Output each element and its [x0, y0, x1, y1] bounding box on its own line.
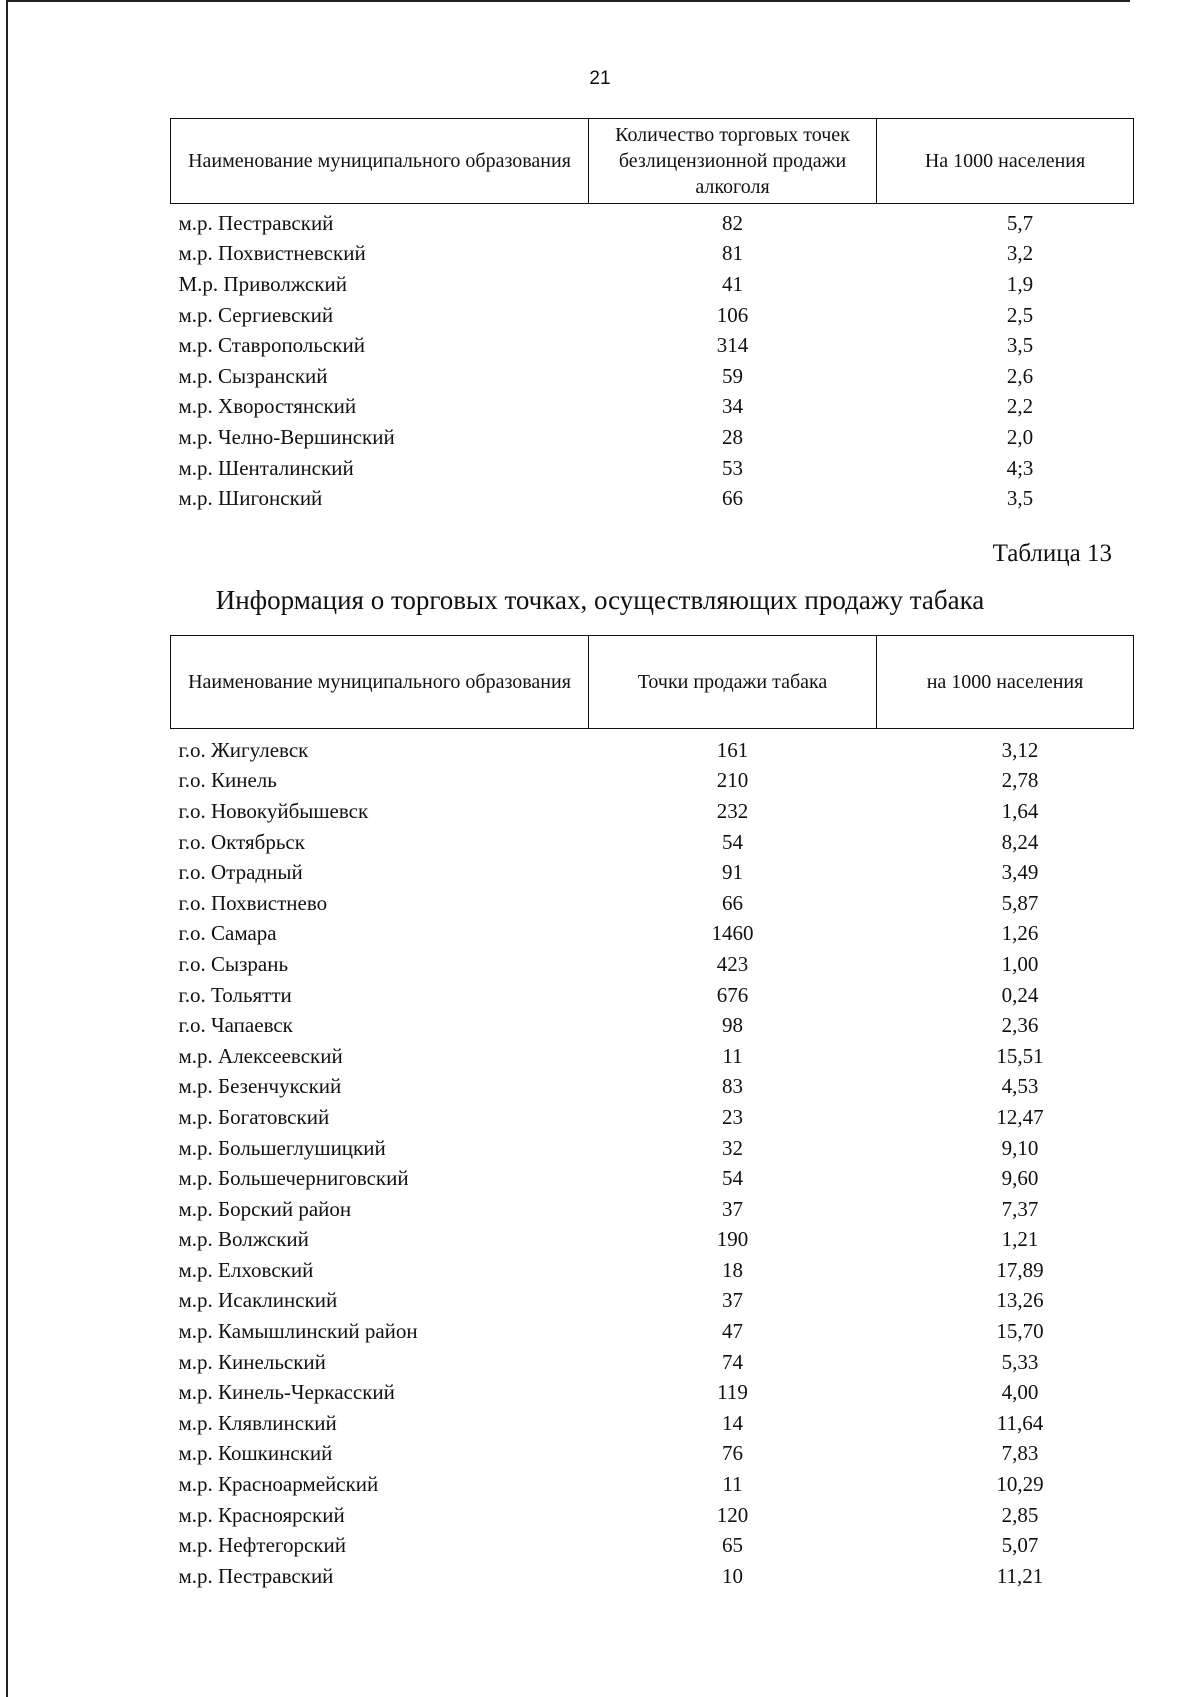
table-row — [171, 422, 1134, 453]
per-1000-cell: 0,24 — [1001, 982, 1039, 1007]
per-1000-cell: 8,24 — [1001, 829, 1039, 854]
table-row — [171, 1316, 1134, 1347]
alcohol-sales-table — [170, 118, 1134, 514]
per-1000-cell: 2,85 — [1001, 1502, 1039, 1527]
column-header-municipality: Наименование муниципального образования — [171, 119, 589, 204]
column-header-per-1000: на 1000 населения — [877, 636, 1134, 729]
table-row — [171, 269, 1134, 300]
table-title: Информация о торговых точках, осуществляющих продажу табака — [215, 585, 985, 615]
count-cell: 119 — [717, 1380, 748, 1405]
count-cell: 190 — [716, 1227, 749, 1252]
table-row — [171, 330, 1134, 361]
municipality-cell: м.р. Волжский — [178, 1227, 309, 1252]
count-cell: 11 — [722, 1472, 743, 1497]
count-cell: 676 — [716, 982, 749, 1007]
municipality-cell: м.р. Клявлинский — [178, 1410, 337, 1435]
table-row — [171, 1102, 1134, 1133]
per-1000-cell: 5,7 — [1006, 210, 1034, 235]
per-1000-cell: 1,64 — [1001, 798, 1039, 823]
municipality-cell: г.о. Жигулевск — [178, 737, 309, 762]
per-1000-cell: 4,00 — [1001, 1380, 1039, 1405]
tobacco-table-body — [171, 729, 1134, 1592]
municipality-cell: м.р. Красноармейский — [178, 1472, 379, 1497]
count-cell: 37 — [722, 1196, 743, 1221]
table-row — [171, 1041, 1134, 1072]
count-cell: 74 — [722, 1349, 743, 1374]
count-cell: 91 — [722, 860, 743, 885]
per-1000-cell: 3,49 — [1001, 860, 1039, 885]
tobacco-sales-table — [170, 635, 1134, 1592]
municipality-cell: м.р. Кинельский — [178, 1349, 326, 1374]
municipality-cell: м.р. Шигонский — [178, 486, 323, 511]
municipality-cell: г.о. Октябрьск — [178, 829, 305, 854]
count-cell: 210 — [716, 768, 749, 793]
municipality-cell: м.р. Большечерниговский — [178, 1166, 409, 1191]
column-header-tobacco-points: Точки продажи табака — [589, 636, 877, 729]
per-1000-cell: 4;3 — [1006, 455, 1034, 480]
per-1000-cell: 11,21 — [996, 1563, 1044, 1588]
per-1000-cell: 2,78 — [1001, 768, 1039, 793]
per-1000-cell: 7,83 — [1001, 1441, 1039, 1466]
per-1000-cell: 2,36 — [1001, 1013, 1039, 1038]
count-cell: 65 — [722, 1533, 743, 1558]
municipality-cell: м.р. Безенчукский — [178, 1074, 342, 1099]
table-row — [171, 1347, 1134, 1378]
page-edge-top — [6, 0, 1130, 2]
column-header-unlicensed-points: Количество торговых точек безлицензионной продажи алкоголя — [589, 119, 877, 204]
count-cell: 98 — [722, 1013, 743, 1038]
table-row — [171, 857, 1134, 888]
count-cell: 23 — [722, 1104, 743, 1129]
municipality-cell: м.р. Богатовский — [178, 1104, 330, 1129]
table-row — [171, 1133, 1134, 1164]
municipality-cell: м.р. Сергиевский — [178, 302, 334, 327]
count-cell: 32 — [722, 1135, 743, 1160]
municipality-cell: г.о. Чапаевск — [178, 1013, 293, 1038]
per-1000-cell: 12,47 — [996, 1104, 1044, 1129]
municipality-cell: м.р. Пестравский — [178, 1563, 334, 1588]
per-1000-cell: 3,5 — [1006, 486, 1034, 511]
table-header-row — [171, 119, 1134, 204]
per-1000-cell: 2,6 — [1006, 363, 1034, 388]
per-1000-cell: 1,21 — [1001, 1227, 1039, 1252]
municipality-cell: м.р. Пестравский — [178, 210, 334, 235]
table-row — [171, 1469, 1134, 1500]
municipality-cell: м.р. Хворостянский — [178, 394, 357, 419]
municipality-cell: М.р. Приволжский — [178, 271, 347, 296]
municipality-cell: г.о. Похвистнево — [178, 890, 328, 915]
municipality-cell: м.р. Большеглушицкий — [178, 1135, 386, 1160]
municipality-cell: м.р. Сызранский — [178, 363, 328, 388]
count-cell: 47 — [722, 1319, 743, 1344]
municipality-cell: м.р. Борский район — [178, 1196, 352, 1221]
table-row — [171, 919, 1134, 950]
per-1000-cell: 2,5 — [1006, 302, 1034, 327]
count-cell: 81 — [722, 241, 743, 266]
count-cell: 66 — [722, 486, 743, 511]
table-row — [171, 888, 1134, 919]
count-cell: 232 — [716, 798, 749, 823]
municipality-cell: м.р. Камышлинский район — [178, 1319, 418, 1344]
count-cell: 1460 — [711, 921, 754, 946]
table-row — [171, 827, 1134, 858]
per-1000-cell: 11,64 — [996, 1410, 1044, 1435]
municipality-cell: м.р. Алексеевский — [178, 1043, 343, 1068]
municipality-cell: м.р. Красноярский — [178, 1502, 345, 1527]
table-row — [171, 1500, 1134, 1531]
table-row — [171, 1439, 1134, 1470]
count-cell: 314 — [716, 333, 749, 358]
page-number: 21 — [589, 68, 611, 89]
municipality-cell: м.р. Исаклинский — [178, 1288, 338, 1313]
per-1000-cell: 9,60 — [1001, 1166, 1039, 1191]
per-1000-cell: 15,70 — [996, 1319, 1044, 1344]
table-row — [171, 1408, 1134, 1439]
count-cell: 82 — [722, 210, 743, 235]
alcohol-table-body — [171, 204, 1134, 514]
table-row — [171, 361, 1134, 392]
table-row — [171, 735, 1134, 766]
municipality-cell: г.о. Тольятти — [178, 982, 292, 1007]
per-1000-cell: 1,00 — [1001, 951, 1039, 976]
per-1000-cell: 17,89 — [996, 1257, 1044, 1282]
per-1000-cell: 7,37 — [1001, 1196, 1039, 1221]
table-row — [171, 1561, 1134, 1592]
count-cell: 106 — [716, 302, 749, 327]
table-row — [171, 1286, 1134, 1317]
count-cell: 54 — [722, 829, 743, 854]
count-cell: 53 — [722, 455, 743, 480]
municipality-cell: м.р. Нефтегорский — [178, 1533, 346, 1558]
municipality-cell: г.о. Самара — [178, 921, 277, 946]
table-row — [171, 1530, 1134, 1561]
municipality-cell: г.о. Сызрань — [178, 951, 289, 976]
count-cell: 66 — [722, 890, 743, 915]
count-cell: 423 — [716, 951, 749, 976]
table-row — [171, 483, 1134, 514]
table-row — [171, 766, 1134, 797]
municipality-cell: м.р. Ставропольский — [178, 333, 365, 358]
per-1000-cell: 9,10 — [1001, 1135, 1039, 1160]
per-1000-cell: 1,26 — [1001, 921, 1039, 946]
table-row — [171, 300, 1134, 331]
per-1000-cell: 10,29 — [996, 1472, 1044, 1497]
count-cell: 83 — [722, 1074, 743, 1099]
municipality-cell: м.р. Похвистневский — [178, 241, 366, 266]
table-row — [171, 453, 1134, 484]
table-row — [171, 239, 1134, 270]
column-header-per-1000: На 1000 населения — [877, 119, 1134, 204]
table-row — [171, 1225, 1134, 1256]
table-row — [171, 796, 1134, 827]
page-edge-left — [6, 0, 8, 1697]
table-header-row — [171, 636, 1134, 729]
count-cell: 10 — [722, 1563, 743, 1588]
count-cell: 18 — [722, 1257, 743, 1282]
per-1000-cell: 3,5 — [1006, 333, 1034, 358]
table-row — [171, 1255, 1134, 1286]
per-1000-cell: 13,26 — [996, 1288, 1044, 1313]
table-caption: Таблица 13 — [992, 540, 1112, 567]
table-row — [171, 1010, 1134, 1041]
municipality-cell: м.р. Кошкинский — [178, 1441, 333, 1466]
count-cell: 120 — [716, 1502, 749, 1527]
municipality-cell: м.р. Челно-Вершинский — [178, 424, 395, 449]
count-cell: 11 — [722, 1043, 743, 1068]
table-row — [171, 1194, 1134, 1225]
count-cell: 28 — [722, 424, 743, 449]
table-row — [171, 1072, 1134, 1103]
table-row — [171, 204, 1134, 239]
municipality-cell: м.р. Елховский — [178, 1257, 314, 1282]
per-1000-cell: 5,07 — [1001, 1533, 1039, 1558]
count-cell: 54 — [722, 1166, 743, 1191]
per-1000-cell: 1,9 — [1006, 271, 1034, 296]
column-header-municipality: Наименование муниципального образования — [171, 636, 589, 729]
municipality-cell: м.р. Шенталинский — [178, 455, 354, 480]
per-1000-cell: 2,0 — [1006, 424, 1034, 449]
count-cell: 34 — [722, 394, 743, 419]
per-1000-cell: 15,51 — [996, 1043, 1044, 1068]
count-cell: 76 — [722, 1441, 743, 1466]
table-row — [171, 949, 1134, 980]
count-cell: 14 — [722, 1410, 743, 1435]
municipality-cell: м.р. Кинель-Черкасский — [178, 1380, 395, 1405]
table-row — [171, 1377, 1134, 1408]
municipality-cell: г.о. Отрадный — [178, 860, 303, 885]
table-row — [171, 980, 1134, 1011]
table-row — [171, 1163, 1134, 1194]
count-cell: 161 — [716, 737, 749, 762]
municipality-cell: г.о. Кинель — [178, 768, 277, 793]
count-cell: 59 — [722, 363, 743, 388]
per-1000-cell: 2,2 — [1006, 394, 1034, 419]
per-1000-cell: 5,33 — [1001, 1349, 1039, 1374]
count-cell: 37 — [722, 1288, 743, 1313]
per-1000-cell: 4,53 — [1001, 1074, 1039, 1099]
municipality-cell: г.о. Новокуйбышевск — [178, 798, 369, 823]
count-cell: 41 — [722, 271, 743, 296]
per-1000-cell: 3,12 — [1001, 737, 1039, 762]
per-1000-cell: 3,2 — [1006, 241, 1034, 266]
table-row — [171, 392, 1134, 423]
per-1000-cell: 5,87 — [1001, 890, 1039, 915]
